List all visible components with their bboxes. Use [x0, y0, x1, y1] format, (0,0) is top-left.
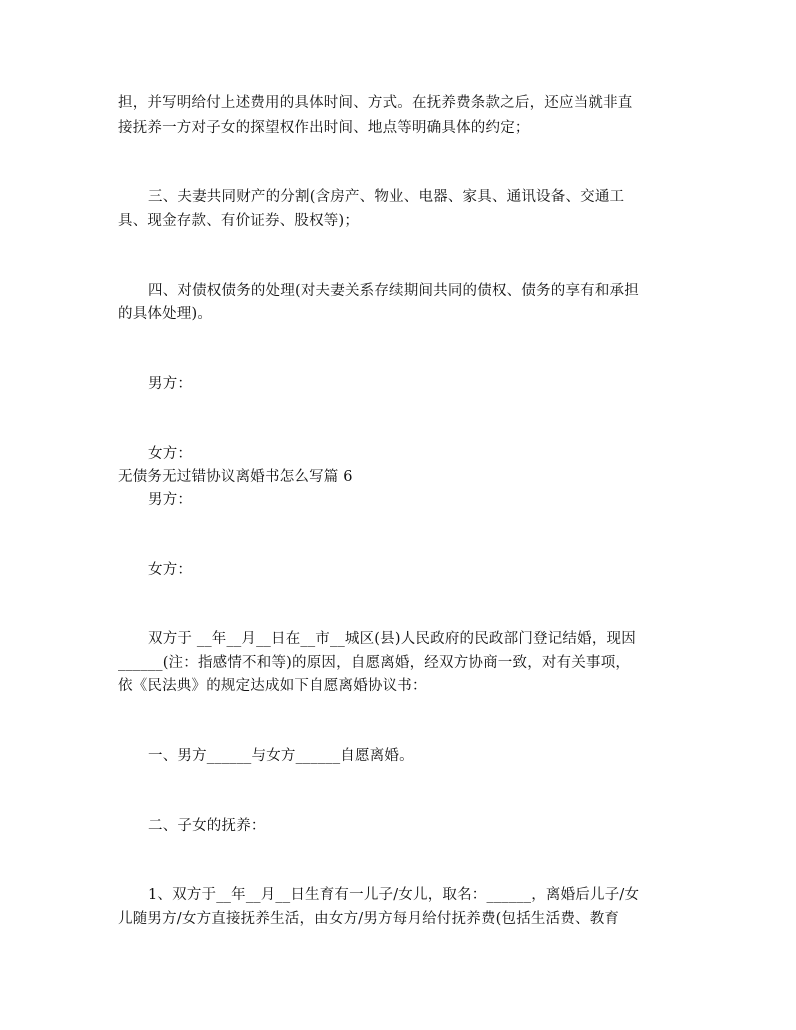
clause-children: 二、子女的抚养：: [148, 818, 266, 834]
party-female: 女方：: [148, 562, 193, 578]
signature-male: 男方：: [148, 376, 193, 392]
article-title: 无债务无过错协议离婚书怎么写篇 6: [118, 469, 353, 485]
text-line: 1、双方于__年__月__日生育有一儿子/女儿，取名：______，离婚后儿子/女: [148, 887, 640, 903]
party-male: 男方：: [148, 492, 193, 508]
text-line: 担，并写明给付上述费用的具体时间、方式。在抚养费条款之后，还应当就非直: [118, 95, 633, 111]
signature-female: 女方：: [148, 446, 193, 462]
text-line: 儿随男方/女方直接抚养生活，由女方/男方每月给付抚养费(包括生活费、教育: [118, 911, 620, 927]
section-heading-property: 三、夫妻共同财产的分割(含房产、物业、电器、家具、通讯设备、交通工: [148, 189, 625, 205]
text-line: ______(注：指感情不和等)的原因，自愿离婚，经双方协商一致，对有关事项，: [118, 655, 631, 671]
section-heading-debts: 四、对债权债务的处理(对夫妻关系存续期间共同的债权、债务的享有和承担: [148, 283, 639, 299]
text-line: 双方于 __年__月__日在__市__城区(县)人民政府的民政部门登记结婚，现因: [148, 631, 636, 647]
clause-divorce: 一、男方______与女方______自愿离婚。: [148, 748, 414, 764]
text-line: 接抚养一方对子女的探望权作出时间、地点等明确具体的约定；: [118, 120, 530, 136]
text-line: 的具体处理)。: [118, 306, 213, 322]
text-line: 具、现金存款、有价证券、股权等)；: [118, 213, 360, 229]
text-line: 依《民法典》的规定达成如下自愿离婚协议书：: [118, 678, 427, 694]
